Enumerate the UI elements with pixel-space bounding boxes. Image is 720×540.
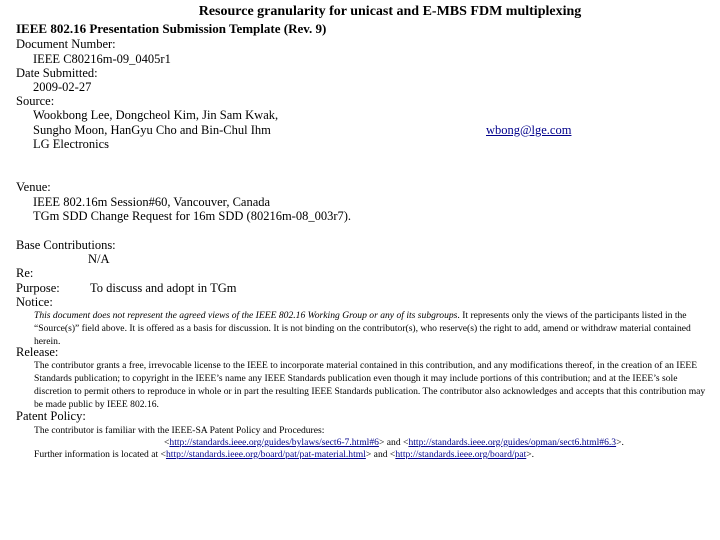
notice-text: [34, 309, 706, 348]
notice-rest: . It represents only the views of the participants listed in the “Source(s)” field above. It is offered as a basis for discussion. It is not binding on the contributor(s), who reserve(s) the right to add, amend or withdraw material contained herein.: [34, 310, 691, 347]
source-authors-line1: Wookbong Lee, Dongcheol Kim, Jin Sam Kwak,: [33, 108, 279, 122]
patent-material-link[interactable]: http://standards.ieee.org/board/pat/pat-material.html: [165, 449, 366, 460]
release-text: The contributor grants a free, irrevocable license to the IEEE to incorporate material contained in this contribution, and any modifications thereof, in the creation of an IEEE Standards publication; to copyright in the IEEE’s name any IEEE Standards publication even though it may include portions of this contribution; and at the IEEE’s sole discretion to permit others to reproduce in whole or in part the resulting IEEE Standards publication. The contributor also acknowledges and accepts that this contribution may be made public by IEEE 802.16.: [34, 360, 706, 410]
source-label: Source:: [16, 94, 55, 108]
date-submitted-value: 2009-02-27: [33, 80, 92, 94]
date-submitted-label: Date Submitted:: [16, 66, 98, 80]
patent-opman-link[interactable]: http://standards.ieee.org/guides/opman/sect6.html#6.3: [408, 437, 617, 448]
patent-policy-label: Patent Policy:: [16, 409, 86, 423]
venue-label: Venue:: [16, 180, 51, 194]
document-number-label: Document Number:: [16, 37, 116, 51]
purpose-value: To discuss and adopt in TGm: [90, 281, 237, 295]
page-title: Resource granularity for unicast and E-MBS FDM multiplexing: [198, 4, 582, 19]
template-heading: IEEE 802.16 Presentation Submission Template (Rev. 9): [16, 21, 327, 36]
source-authors-line2: Sungho Moon, HanGyu Cho and Bin-Chul Ihm: [33, 123, 271, 137]
patent-policy-line2: <http://standards.ieee.org/guides/bylaws/sect6-7.html#6> and <http://standards.ieee.org/guides/opman/sect6.html#6.3>.: [164, 437, 624, 448]
base-contributions-value: N/A: [88, 252, 110, 266]
venue-line2: TGm SDD Change Request for 16m SDD (80216m-08_003r7).: [33, 209, 352, 223]
source-organization: LG Electronics: [33, 137, 110, 151]
re-label: Re:: [16, 266, 34, 280]
source-email-link[interactable]: wbong@lge.com: [486, 123, 572, 137]
patent-policy-line1: The contributor is familiar with the IEEE-SA Patent Policy and Procedures:: [34, 425, 325, 436]
patent-policy-line3: Further information is located at <http://standards.ieee.org/board/pat/pat-material.html> and <http://standards.ieee.org/board/pat>.: [34, 449, 535, 460]
base-contributions-label: Base Contributions:: [16, 238, 116, 252]
patent-board-link[interactable]: http://standards.ieee.org/board/pat: [395, 449, 527, 460]
document-number-value: IEEE C80216m-09_0405r1: [33, 52, 171, 66]
venue-line1: IEEE 802.16m Session#60, Vancouver, Canada: [33, 195, 271, 209]
purpose-label: Purpose:: [16, 281, 60, 295]
patent-further-info: Further information is located at <: [34, 449, 166, 460]
release-label: Release:: [16, 345, 59, 359]
notice-label: Notice:: [16, 295, 53, 309]
notice-italic: This document does not represent the agreed views of the IEEE 802.16 Working Group or any of its subgroups: [34, 310, 458, 321]
patent-bylaws-link[interactable]: http://standards.ieee.org/guides/bylaws/sect6-7.html#6: [169, 437, 379, 448]
